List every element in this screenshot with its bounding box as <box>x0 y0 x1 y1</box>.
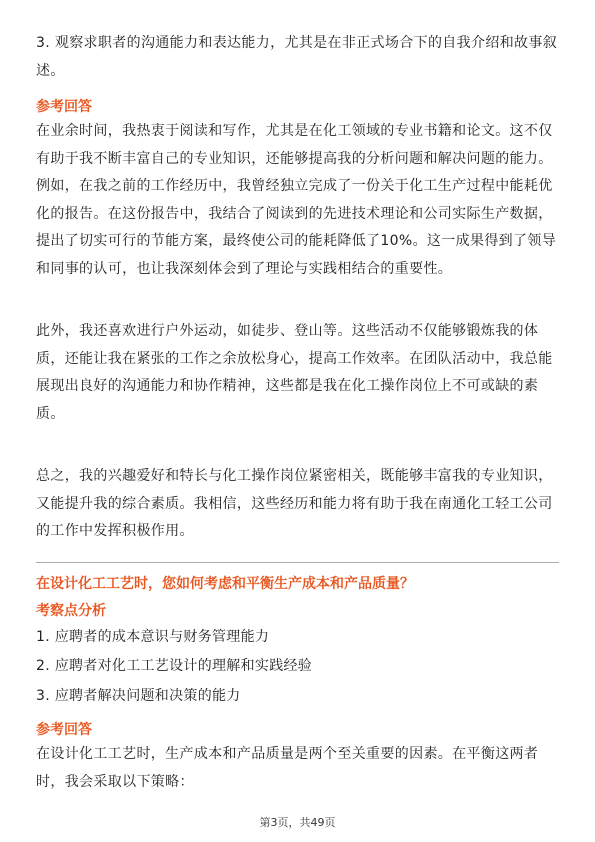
reference-answer-heading: 参考回答 <box>36 99 92 115</box>
answer-paragraph-4: 在设计化工工艺时，生产成本和产品质量是两个至关重要的因素。在平衡这两者时，我会采取以下策略： <box>36 746 539 790</box>
analysis-heading: 考察点分析 <box>36 603 106 619</box>
analysis-item-2: 2. 应聘者对化工工艺设计的理解和实践经验 <box>36 658 313 674</box>
analysis-item-1: 1. 应聘者的成本意识与财务管理能力 <box>36 629 270 645</box>
answer-paragraph-2: 此外，我还喜欢进行户外运动，如徒步、登山等。这些活动不仅能够锻炼我的体质，还能让我在紧张的工作之余放松身心，提高工作效率。在团队活动中，我总能展现出良好的沟通能力和协作精神，这些都是我在化工操作岗位上不可或缺的素质。 <box>36 323 553 422</box>
intro-list-item: 3. 观察求职者的沟通能力和表达能力，尤其是在非正式场合下的自我介绍和故事叙述。 <box>36 35 558 79</box>
section-divider <box>36 562 559 563</box>
answer-paragraph-1: 在业余时间，我热衷于阅读和写作，尤其是在化工领域的专业书籍和论文。这不仅有助于我不断丰富自己的专业知识，还能够提高我的分析问题和解决问题的能力。例如，在我之前的工作经历中，我曾经独立完成了一份关于化工生产过程中能耗优化的报告。在这份报告中，我结合了阅读到的先进技术理论和公司实际生产数据，提出了切实可行的节能方案，最终使公司的能耗降低了10%。这一成果得到了领导和同事的认可，也让我深刻体会到了理论与实践相结合的重要性。 <box>36 123 557 277</box>
analysis-item-3: 3. 应聘者解决问题和决策的能力 <box>36 688 241 704</box>
answer-paragraph-3: 总之，我的兴趣爱好和特长与化工操作岗位紧密相关，既能够丰富我的专业知识，又能提升我的综合素质。我相信，这些经历和能力将有助于我在南通化工轻工公司的工作中发挥积极作用。 <box>36 468 553 539</box>
interview-question: 在设计化工工艺时，您如何考虑和平衡生产成本和产品质量？ <box>36 576 414 592</box>
reference-answer-heading-2: 参考回答 <box>36 722 92 738</box>
page-number: 第3页，共49页 <box>259 816 336 829</box>
